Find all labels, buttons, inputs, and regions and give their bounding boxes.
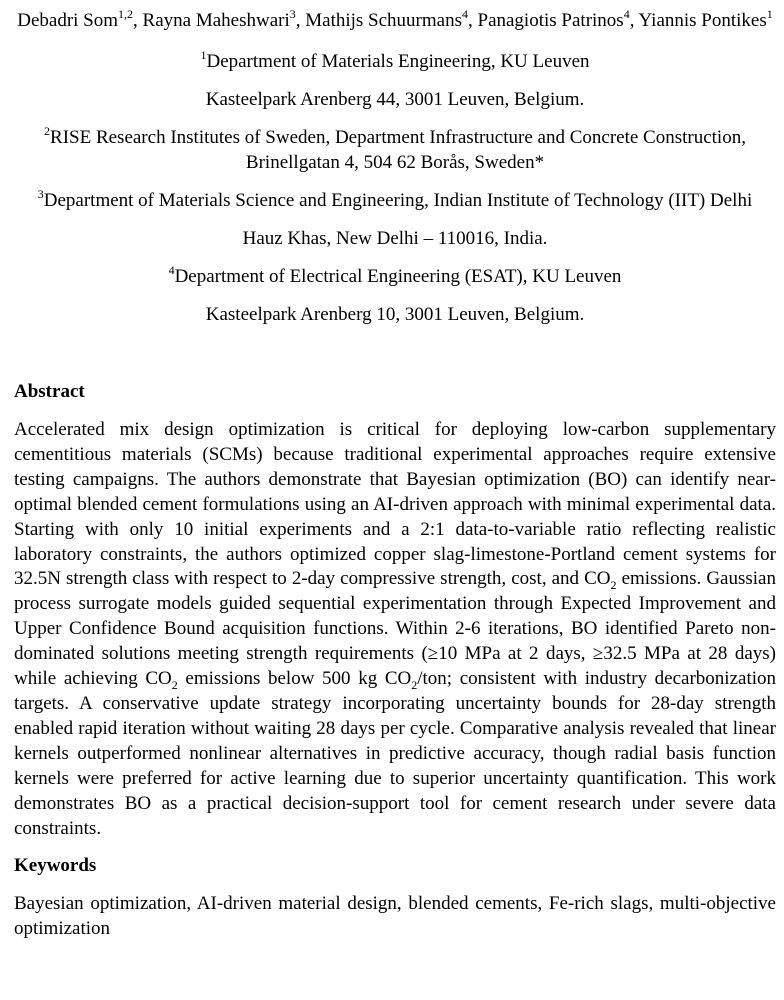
affiliation-1-address: Kasteelpark Arenberg 44, 3001 Leuven, Belgium. <box>205 89 585 110</box>
author-list <box>14 8 776 33</box>
affiliation-2: $^2$RISE Research Institutes of Sweden, Department Infrastructure and Concrete Construction, Brinellgatan 4, 504 62 Borås, Sweden* <box>44 123 746 173</box>
author: Panagiotis Patrinos$^4$, <box>477 6 639 31</box>
affiliation-4: $^4$Department of Electrical Engineering (ESAT), KU Leuven <box>168 262 622 287</box>
keywords-heading: Keywords <box>14 855 97 877</box>
author: Mathijs Schuurmans$^4$, <box>305 6 478 31</box>
abstract-body: Accelerated mix design optimization is critical for deploying low-carbon supplementary cementitious materials (SCMs) because traditional experimental approaches require extensive testing campaigns. The authors demonstrate that Bayesian optimization (BO) can identify near-optimal blended cement formulations using an AI-driven approach with minimal experimental data. Starting with only 10 initial experiments and a 2:1 data-to-variable ratio reflecting realistic laboratory constraints, the authors optimized copper slag-limestone-Portland cement systems for 32.5N strength class with respect to 2-day compressive strength, cost, and $CO_2$ emissions. Gaussian process surrogate models guided sequential experimentation through Expected Improvement and Upper Confidence Bound acquisition functions. Within 2-6 iterations, BO identified Pareto non-dominated solutions meeting strength requirements (≥10 MPa at 2 days, ≥32.5 MPa at 28 days) while achieving $CO_2$ emissions below 500 kg $CO_2$/ton; consistent with industry decarbonization targets. A conservative update strategy incorporating uncertainty bounds for 28-day strength enabled rapid iteration without waiting 28 days per cycle. Comparative analysis revealed that linear kernels outperformed nonlinear alternatives in predictive accuracy, though radial basis function kernels were preferred for active learning due to superior uncertainty quantification. This work demonstrates BO as a practical decision-support tool for cement research under severe data constraints. <box>14 419 777 839</box>
author: Yiannis Pontikes$^1$ <box>638 6 773 31</box>
abstract-heading: Abstract <box>14 381 85 402</box>
affiliation-1: $^1$Department of Materials Engineering, KU Leuven <box>200 47 590 72</box>
paper-page <box>14 0 776 942</box>
affiliation-3: $^3$Department of Materials Science and Engineering, Indian Institute of Technology (IIT) Delhi <box>37 186 753 211</box>
keywords-body: Bayesian optimization, AI-driven material design, blended cements, Fe-rich slags, multi-objective optimization <box>14 893 776 940</box>
author: Debadri Som$^{1,2}$, <box>17 6 143 31</box>
affiliation-3-address: Hauz Khas, New Delhi – 110016, India. <box>242 228 548 249</box>
author: Rayna Maheshwari$^3$, <box>142 6 306 31</box>
affiliation-4-address: Kasteelpark Arenberg 10, 3001 Leuven, Belgium. <box>205 304 585 325</box>
